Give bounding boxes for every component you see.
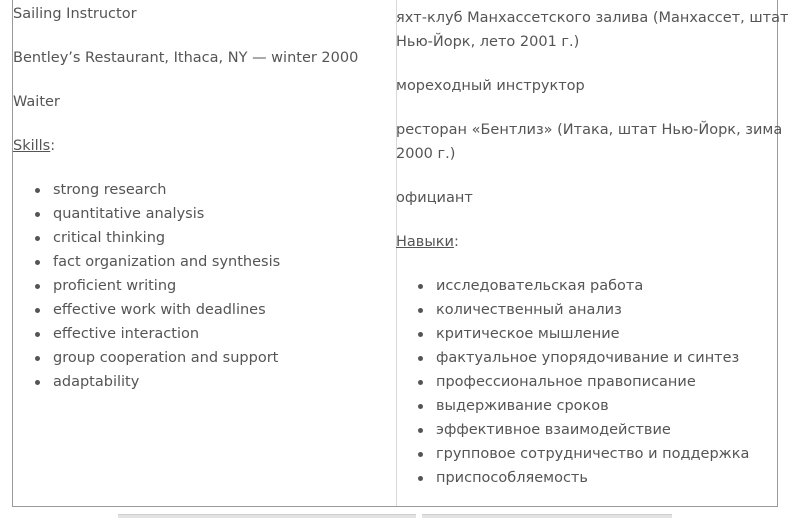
list-item: strong research	[13, 178, 280, 202]
list-item: adaptability	[13, 370, 280, 394]
bottom-scroll-bar-right[interactable]	[422, 514, 672, 518]
ru-employer-1-line1: яхт-клуб Манхассетского залива (Манхассет, штат	[396, 10, 789, 26]
list-item: эффективное взаимодействие	[396, 418, 749, 442]
ru-skills-heading	[396, 230, 459, 254]
list-item: proficient writing	[13, 274, 280, 298]
list-item: количественный анализ	[396, 298, 749, 322]
ru-employer-1-line2: Нью-Йорк, лето 2001 г.)	[396, 34, 580, 50]
list-item: выдерживание сроков	[396, 394, 749, 418]
list-item: фактуальное упорядочивание и синтез	[396, 346, 749, 370]
bottom-scroll-bar-left[interactable]	[118, 514, 416, 518]
en-employer-2: Bentley’s Restaurant, Ithaca, NY — winter 2000	[13, 50, 359, 66]
en-job-title-1: Sailing Instructor	[13, 6, 137, 22]
en-skills-list	[13, 178, 280, 394]
list-item: group cooperation and support	[13, 346, 280, 370]
en-skills-link[interactable]: Skills	[13, 138, 51, 154]
ru-skills-colon: :	[453, 234, 459, 250]
ru-employer-2-line1: ресторан «Бентлиз» (Итака, штат Нью-Йорк, зима	[396, 122, 783, 138]
list-item: профессиональное правописание	[396, 370, 749, 394]
resume-translation-table	[12, 0, 789, 507]
list-item: приспособляемость	[396, 466, 749, 490]
ru-skills-link[interactable]: Навыки	[396, 234, 454, 250]
list-item: quantitative analysis	[13, 202, 280, 226]
list-item: effective work with deadlines	[13, 298, 280, 322]
list-item: групповое сотрудничество и поддержка	[396, 442, 749, 466]
ru-job-title-2: официант	[396, 190, 473, 206]
en-skills-heading	[13, 134, 55, 158]
list-item: fact organization and synthesis	[13, 250, 280, 274]
ru-skills-list	[396, 274, 749, 490]
ru-employer-2-line2: 2000 г.)	[396, 146, 456, 162]
list-item: критическое мышление	[396, 322, 749, 346]
list-item: effective interaction	[13, 322, 280, 346]
ru-job-title-1: мореходный инструктор	[396, 78, 585, 94]
en-job-title-2: Waiter	[13, 94, 60, 110]
list-item: исследовательская работа	[396, 274, 749, 298]
en-skills-colon: :	[50, 138, 56, 154]
list-item: critical thinking	[13, 226, 280, 250]
